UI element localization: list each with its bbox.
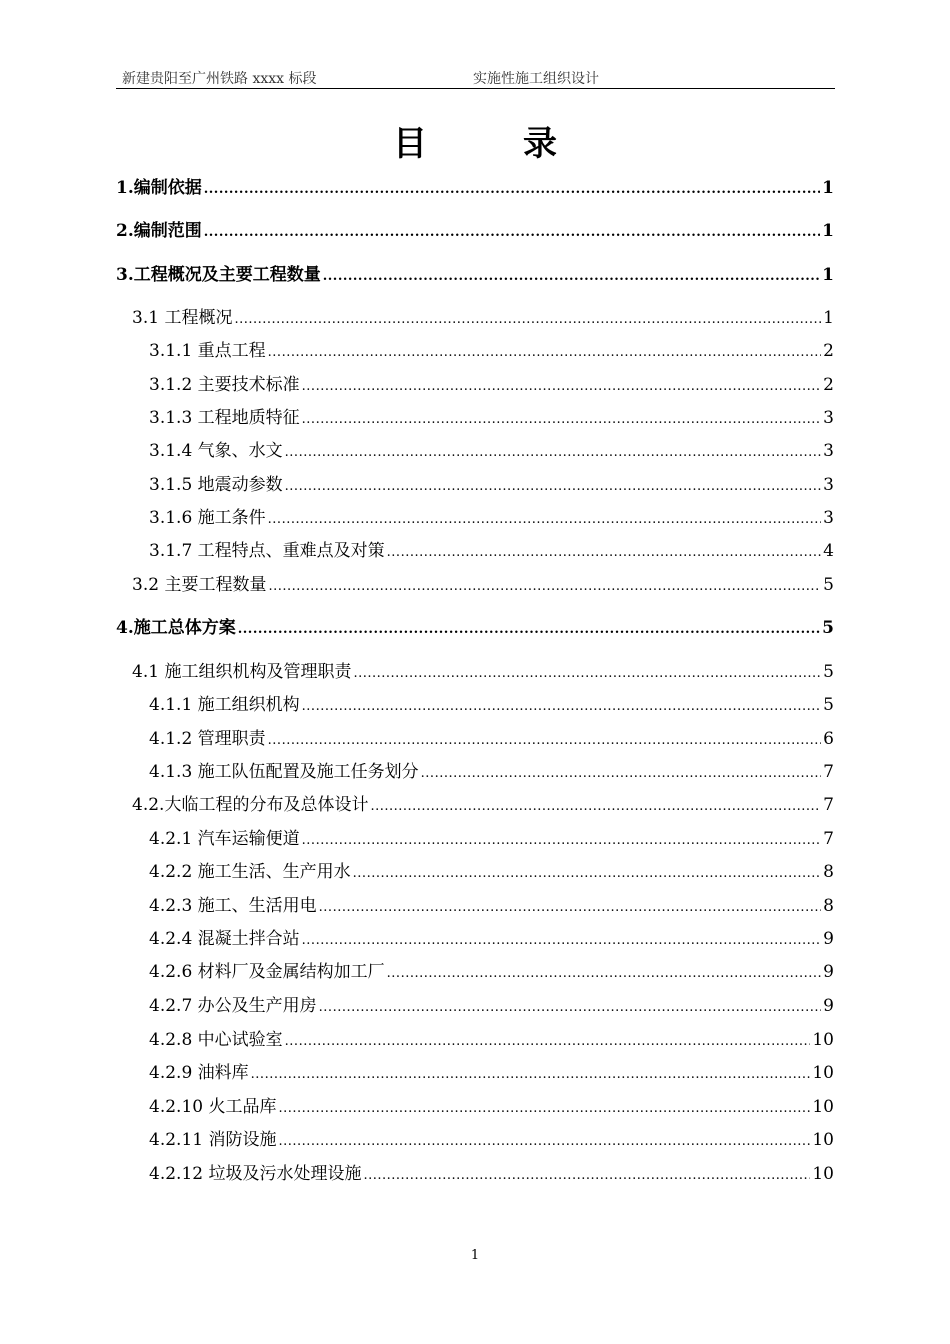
- toc-entry-page: 10: [812, 1063, 834, 1083]
- toc-entry-label: 4.1.2 管理职责: [149, 729, 266, 749]
- toc-entry-label: 3.1.4 气象、水文: [149, 441, 283, 461]
- toc-dot-leader: [251, 1060, 811, 1088]
- toc-entry-page: 5: [822, 618, 834, 638]
- toc-entry[interactable]: [149, 505, 834, 531]
- toc-entry[interactable]: [149, 405, 834, 431]
- toc-entry-page: 1: [822, 265, 834, 285]
- toc-entry-page: 10: [812, 1030, 834, 1050]
- toc-entry[interactable]: [149, 759, 834, 785]
- toc-entry-label: 4.2.8 中心试验室: [149, 1030, 283, 1050]
- toc-dot-leader: [285, 438, 822, 466]
- toc-dot-leader: [268, 505, 822, 533]
- toc-entry[interactable]: [116, 175, 834, 201]
- toc-entry-page: 9: [823, 996, 834, 1016]
- toc-entry[interactable]: [149, 472, 834, 498]
- toc-entry-label: 4.2.9 油料库: [149, 1063, 249, 1083]
- toc-dot-leader: [323, 262, 820, 290]
- toc-dot-leader: [363, 1161, 810, 1189]
- toc-entry-page: 1: [823, 308, 834, 328]
- toc-entry[interactable]: [149, 1060, 834, 1086]
- toc-entry-label: 3.1.7 工程特点、重难点及对策: [149, 541, 385, 561]
- toc-dot-leader: [319, 993, 822, 1021]
- toc-dot-leader: [234, 305, 821, 333]
- toc-entry-label: 4.2.10 火工品库: [149, 1097, 277, 1117]
- toc-entry[interactable]: [149, 372, 834, 398]
- toc-entry-label: 3.1.6 施工条件: [149, 508, 266, 528]
- toc-dot-leader: [285, 472, 822, 500]
- toc-entry-label: 4.2.3 施工、生活用电: [149, 896, 317, 916]
- toc-entry-page: 9: [823, 962, 834, 982]
- toc-title: 目录: [393, 124, 653, 164]
- toc-entry-page: 4: [823, 541, 834, 561]
- toc-entry-label: 4.2.6 材料厂及金属结构加工厂: [149, 962, 385, 982]
- toc-entry[interactable]: [149, 538, 834, 564]
- toc-entry-page: 3: [823, 475, 834, 495]
- toc-entry-label: 1.编制依据: [116, 178, 202, 198]
- toc-entry-page: 5: [823, 695, 834, 715]
- toc-dot-leader: [278, 1094, 810, 1122]
- toc-dot-leader: [302, 926, 822, 954]
- toc-dot-leader: [387, 959, 822, 987]
- toc-entry[interactable]: [149, 1127, 834, 1153]
- toc-entry[interactable]: [149, 959, 834, 985]
- toc-entry[interactable]: [149, 893, 834, 919]
- toc-dot-leader: [268, 726, 822, 754]
- toc-entry-page: 7: [823, 795, 834, 815]
- toc-dot-leader: [238, 615, 820, 643]
- toc-entry-label: 3.1 工程概况: [132, 308, 233, 328]
- toc-entry[interactable]: [132, 792, 834, 818]
- toc-entry-page: 1: [822, 178, 834, 198]
- toc-entry[interactable]: [149, 338, 834, 364]
- toc-dot-leader: [302, 826, 822, 854]
- toc-entry[interactable]: [149, 1094, 834, 1120]
- toc-entry[interactable]: [132, 305, 834, 331]
- toc-entry[interactable]: [132, 659, 834, 685]
- toc-entry-label: 2.编制范围: [116, 221, 202, 241]
- toc-entry-page: 6: [823, 729, 834, 749]
- toc-entry-page: 3: [823, 408, 834, 428]
- toc-entry-label: 4.2.7 办公及生产用房: [149, 996, 317, 1016]
- toc-dot-leader: [302, 405, 822, 433]
- toc-entry-page: 5: [823, 662, 834, 682]
- toc-entry-page: 10: [812, 1097, 834, 1117]
- toc-entry-label: 3.1.5 地震动参数: [149, 475, 283, 495]
- header-project-name: 新建贵阳至广州铁路 xxxx 标段: [122, 71, 317, 87]
- toc-entry-label: 4.2.1 汽车运输便道: [149, 829, 300, 849]
- toc-dot-leader: [421, 759, 822, 787]
- toc-entry-label: 3.1.2 主要技术标准: [149, 375, 300, 395]
- toc-entry-page: 3: [823, 441, 834, 461]
- toc-entry[interactable]: [149, 859, 834, 885]
- toc-dot-leader: [353, 859, 822, 887]
- header-document-type: 实施性施工组织设计: [473, 71, 599, 87]
- toc-entry-page: 10: [812, 1130, 834, 1150]
- toc-entry[interactable]: [116, 218, 834, 244]
- toc-entry-label: 4.施工总体方案: [116, 618, 236, 638]
- toc-entry-page: 8: [823, 862, 834, 882]
- toc-dot-leader: [285, 1027, 811, 1055]
- toc-dot-leader: [204, 175, 820, 203]
- toc-dot-leader: [370, 792, 821, 820]
- toc-entry[interactable]: [149, 438, 834, 464]
- toc-entry-label: 3.1.3 工程地质特征: [149, 408, 300, 428]
- toc-entry-page: 1: [822, 221, 834, 241]
- toc-entry-label: 3.1.1 重点工程: [149, 341, 266, 361]
- toc-dot-leader: [319, 893, 822, 921]
- toc-entry-label: 4.2.2 施工生活、生产用水: [149, 862, 351, 882]
- toc-entry[interactable]: [132, 572, 834, 598]
- toc-entry-label: 4.2.4 混凝土拌合站: [149, 929, 300, 949]
- toc-dot-leader: [268, 338, 822, 366]
- toc-dot-leader: [278, 1127, 810, 1155]
- toc-dot-leader: [387, 538, 822, 566]
- toc-entry[interactable]: [149, 993, 834, 1019]
- toc-entry-label: 4.2.12 垃圾及污水处理设施: [149, 1164, 362, 1184]
- toc-entry-page: 2: [823, 375, 834, 395]
- toc-entry-label: 4.2.11 消防设施: [149, 1130, 277, 1150]
- toc-dot-leader: [302, 372, 822, 400]
- toc-entry-label: 4.1.3 施工队伍配置及施工任务划分: [149, 762, 419, 782]
- toc-entry-page: 5: [823, 575, 834, 595]
- toc-entry-page: 10: [812, 1164, 834, 1184]
- toc-entry-page: 9: [823, 929, 834, 949]
- toc-entry-page: 3: [823, 508, 834, 528]
- toc-entry-page: 8: [823, 896, 834, 916]
- toc-entry[interactable]: [149, 826, 834, 852]
- toc-dot-leader: [268, 572, 821, 600]
- toc-entry-page: 2: [823, 341, 834, 361]
- toc-entry-page: 7: [823, 829, 834, 849]
- toc-entry-label: 4.2.大临工程的分布及总体设计: [132, 795, 369, 815]
- toc-entry[interactable]: [149, 1027, 834, 1053]
- toc-entry-label: 4.1.1 施工组织机构: [149, 695, 300, 715]
- toc-dot-leader: [204, 218, 820, 246]
- toc-dot-leader: [302, 692, 822, 720]
- toc-entry-label: 3.2 主要工程数量: [132, 575, 267, 595]
- toc-entry[interactable]: [149, 1161, 834, 1187]
- toc-entry[interactable]: [149, 726, 834, 752]
- toc-entry-label: 4.1 施工组织机构及管理职责: [132, 662, 352, 682]
- toc-entry[interactable]: [116, 262, 834, 288]
- toc-entry[interactable]: [149, 692, 834, 718]
- toc-entry[interactable]: [149, 926, 834, 952]
- toc-entry-label: 3.工程概况及主要工程数量: [116, 265, 321, 285]
- toc-entry-page: 7: [823, 762, 834, 782]
- page-number: 1: [470, 1248, 480, 1263]
- toc-dot-leader: [353, 659, 821, 687]
- page-header: [116, 66, 835, 89]
- toc-entry[interactable]: [116, 615, 834, 641]
